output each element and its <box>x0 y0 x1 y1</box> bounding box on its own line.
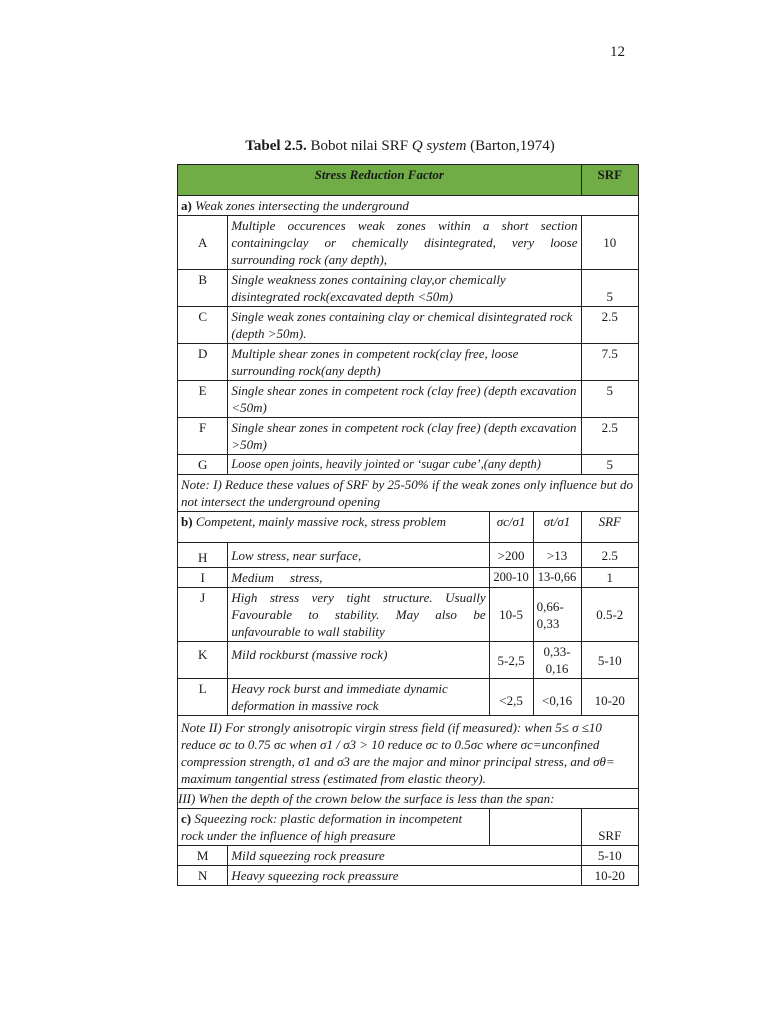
row-sigma-t: 13-0,66 <box>533 568 581 588</box>
row-letter: D <box>178 344 228 381</box>
table-row <box>178 270 639 307</box>
row-description: Multiple occurences weak zones within a short section containingclay or chemically disintegrated, very loose surrounding rock (any depth), <box>228 216 581 270</box>
row-letter: J <box>178 588 228 642</box>
row-srf: 5-10 <box>581 846 638 866</box>
table-row <box>178 679 639 716</box>
section-b-header <box>178 512 639 543</box>
table-header-row <box>178 165 639 196</box>
section-a-title: Weak zones intersecting the underground <box>191 198 409 213</box>
section-a-label: a) <box>181 198 192 213</box>
row-letter: I <box>178 568 228 588</box>
row-letter: H <box>178 543 228 568</box>
row-srf: 2.5 <box>581 543 638 568</box>
row-sigma-t: 0,66-0,33 <box>533 588 581 642</box>
row-letter: A <box>178 216 228 270</box>
row-letter: E <box>178 381 228 418</box>
row-srf: 5-10 <box>581 642 638 679</box>
note-2: Note II) For strongly anisotropic virgin stress field (if measured): when 5≤ σ ≤10 reduce σc to 0.75 σc when σ1 / σ3 > 10 reduce σc to 0.5σc where σc=unconfined compression strength, σ1 and σ3 are the major and minor principal stress, and σθ= maximum tangential stress (estimated from elastic theory). <box>178 716 639 789</box>
row-srf: 2.5 <box>581 418 638 455</box>
row-letter: M <box>178 846 228 866</box>
row-srf: 7.5 <box>581 344 638 381</box>
row-letter: K <box>178 642 228 679</box>
row-description: Mild rockburst (massive rock) <box>228 642 489 679</box>
table-caption <box>0 138 768 155</box>
row-sigma-t: 0,33-0,16 <box>533 642 581 679</box>
column-header-sigma-c: σc/σ1 <box>489 512 533 543</box>
row-description: Low stress, near surface, <box>228 543 489 568</box>
row-sigma-c: 10-5 <box>489 588 533 642</box>
caption-italic: Q system <box>411 138 467 154</box>
caption-text: Bobot nilai SRF <box>306 138 412 154</box>
row-description: Single shear zones in competent rock (clay free) (depth excavation <50m) <box>228 381 581 418</box>
header-title: Stress Reduction Factor <box>178 165 582 196</box>
row-letter: G <box>178 455 228 475</box>
table-row <box>178 568 639 588</box>
row-srf: 10-20 <box>581 679 638 716</box>
page-number: 12 <box>610 44 625 60</box>
table-row <box>178 543 639 568</box>
row-srf: 5 <box>581 455 638 475</box>
row-description: Multiple shear zones in competent rock(clay free, loose surrounding rock(any depth) <box>228 344 581 381</box>
section-c-title: Squeezing rock: plastic deformation in incompetent rock under the influence of high preasure <box>181 811 463 843</box>
row-srf: 5 <box>581 270 638 307</box>
row-description: High stress very tight structure. Usually Favourable to stability. May also be unfavourable to wall stability <box>228 588 489 642</box>
section-c-srf-header: SRF <box>581 809 638 846</box>
table-row <box>178 344 639 381</box>
row-description: Heavy squeezing rock preassure <box>228 866 581 886</box>
row-description: Loose open joints, heavily jointed or ‘sugar cube’,(any depth) <box>228 455 581 475</box>
row-letter: N <box>178 866 228 886</box>
section-c-header <box>178 809 639 846</box>
table-row <box>178 381 639 418</box>
note-row <box>178 789 639 809</box>
row-srf: 5 <box>581 381 638 418</box>
row-sigma-c: <2,5 <box>489 679 533 716</box>
row-description: Single shear zones in competent rock (clay free) (depth excavation >50m) <box>228 418 581 455</box>
table-row <box>178 866 639 886</box>
header-srf: SRF <box>581 165 638 196</box>
note-row <box>178 716 639 789</box>
row-srf: 2.5 <box>581 307 638 344</box>
row-letter: F <box>178 418 228 455</box>
table-row <box>178 418 639 455</box>
note-1: Note: I) Reduce these values of SRF by 25-50% if the weak zones only influence but do not intersect the underground opening <box>178 475 639 512</box>
row-sigma-c: 5-2,5 <box>489 642 533 679</box>
note-3: III) When the depth of the crown below the surface is less than the span: <box>178 789 639 809</box>
row-description: Single weak zones containing clay or chemical disintegrated rock (depth >50m). <box>228 307 581 344</box>
row-srf: 10 <box>581 216 638 270</box>
row-letter: C <box>178 307 228 344</box>
table-row <box>178 307 639 344</box>
section-c-label: c) <box>181 811 192 826</box>
row-letter: B <box>178 270 228 307</box>
table-row <box>178 846 639 866</box>
row-description: Single weakness zones containing clay,or chemically disintegrated rock(excavated depth <50m) <box>228 270 581 307</box>
row-description: Heavy rock burst and immediate dynamic deformation in massive rock <box>228 679 489 716</box>
section-a-header <box>178 196 639 216</box>
row-sigma-t: <0,16 <box>533 679 581 716</box>
section-b-title: Competent, mainly massive rock, stress problem <box>192 514 447 529</box>
section-b-label: b) <box>181 514 193 529</box>
table-row <box>178 642 639 679</box>
note-row <box>178 475 639 512</box>
row-sigma-t: >13 <box>533 543 581 568</box>
row-sigma-c: >200 <box>489 543 533 568</box>
caption-label: Tabel 2.5. <box>245 138 307 154</box>
row-srf: 0.5-2 <box>581 588 638 642</box>
caption-source: (Barton,1974) <box>466 138 555 154</box>
row-description: Mild squeezing rock preasure <box>228 846 581 866</box>
table-row <box>178 455 639 475</box>
row-srf: 1 <box>581 568 638 588</box>
column-header-sigma-t: σt/σ1 <box>533 512 581 543</box>
table-row <box>178 216 639 270</box>
table-row <box>178 588 639 642</box>
row-srf: 10-20 <box>581 866 638 886</box>
srf-table <box>177 164 639 886</box>
column-header-srf: SRF <box>581 512 638 543</box>
row-sigma-c: 200-10 <box>489 568 533 588</box>
row-letter: L <box>178 679 228 716</box>
row-description: Medium stress, <box>228 568 489 588</box>
